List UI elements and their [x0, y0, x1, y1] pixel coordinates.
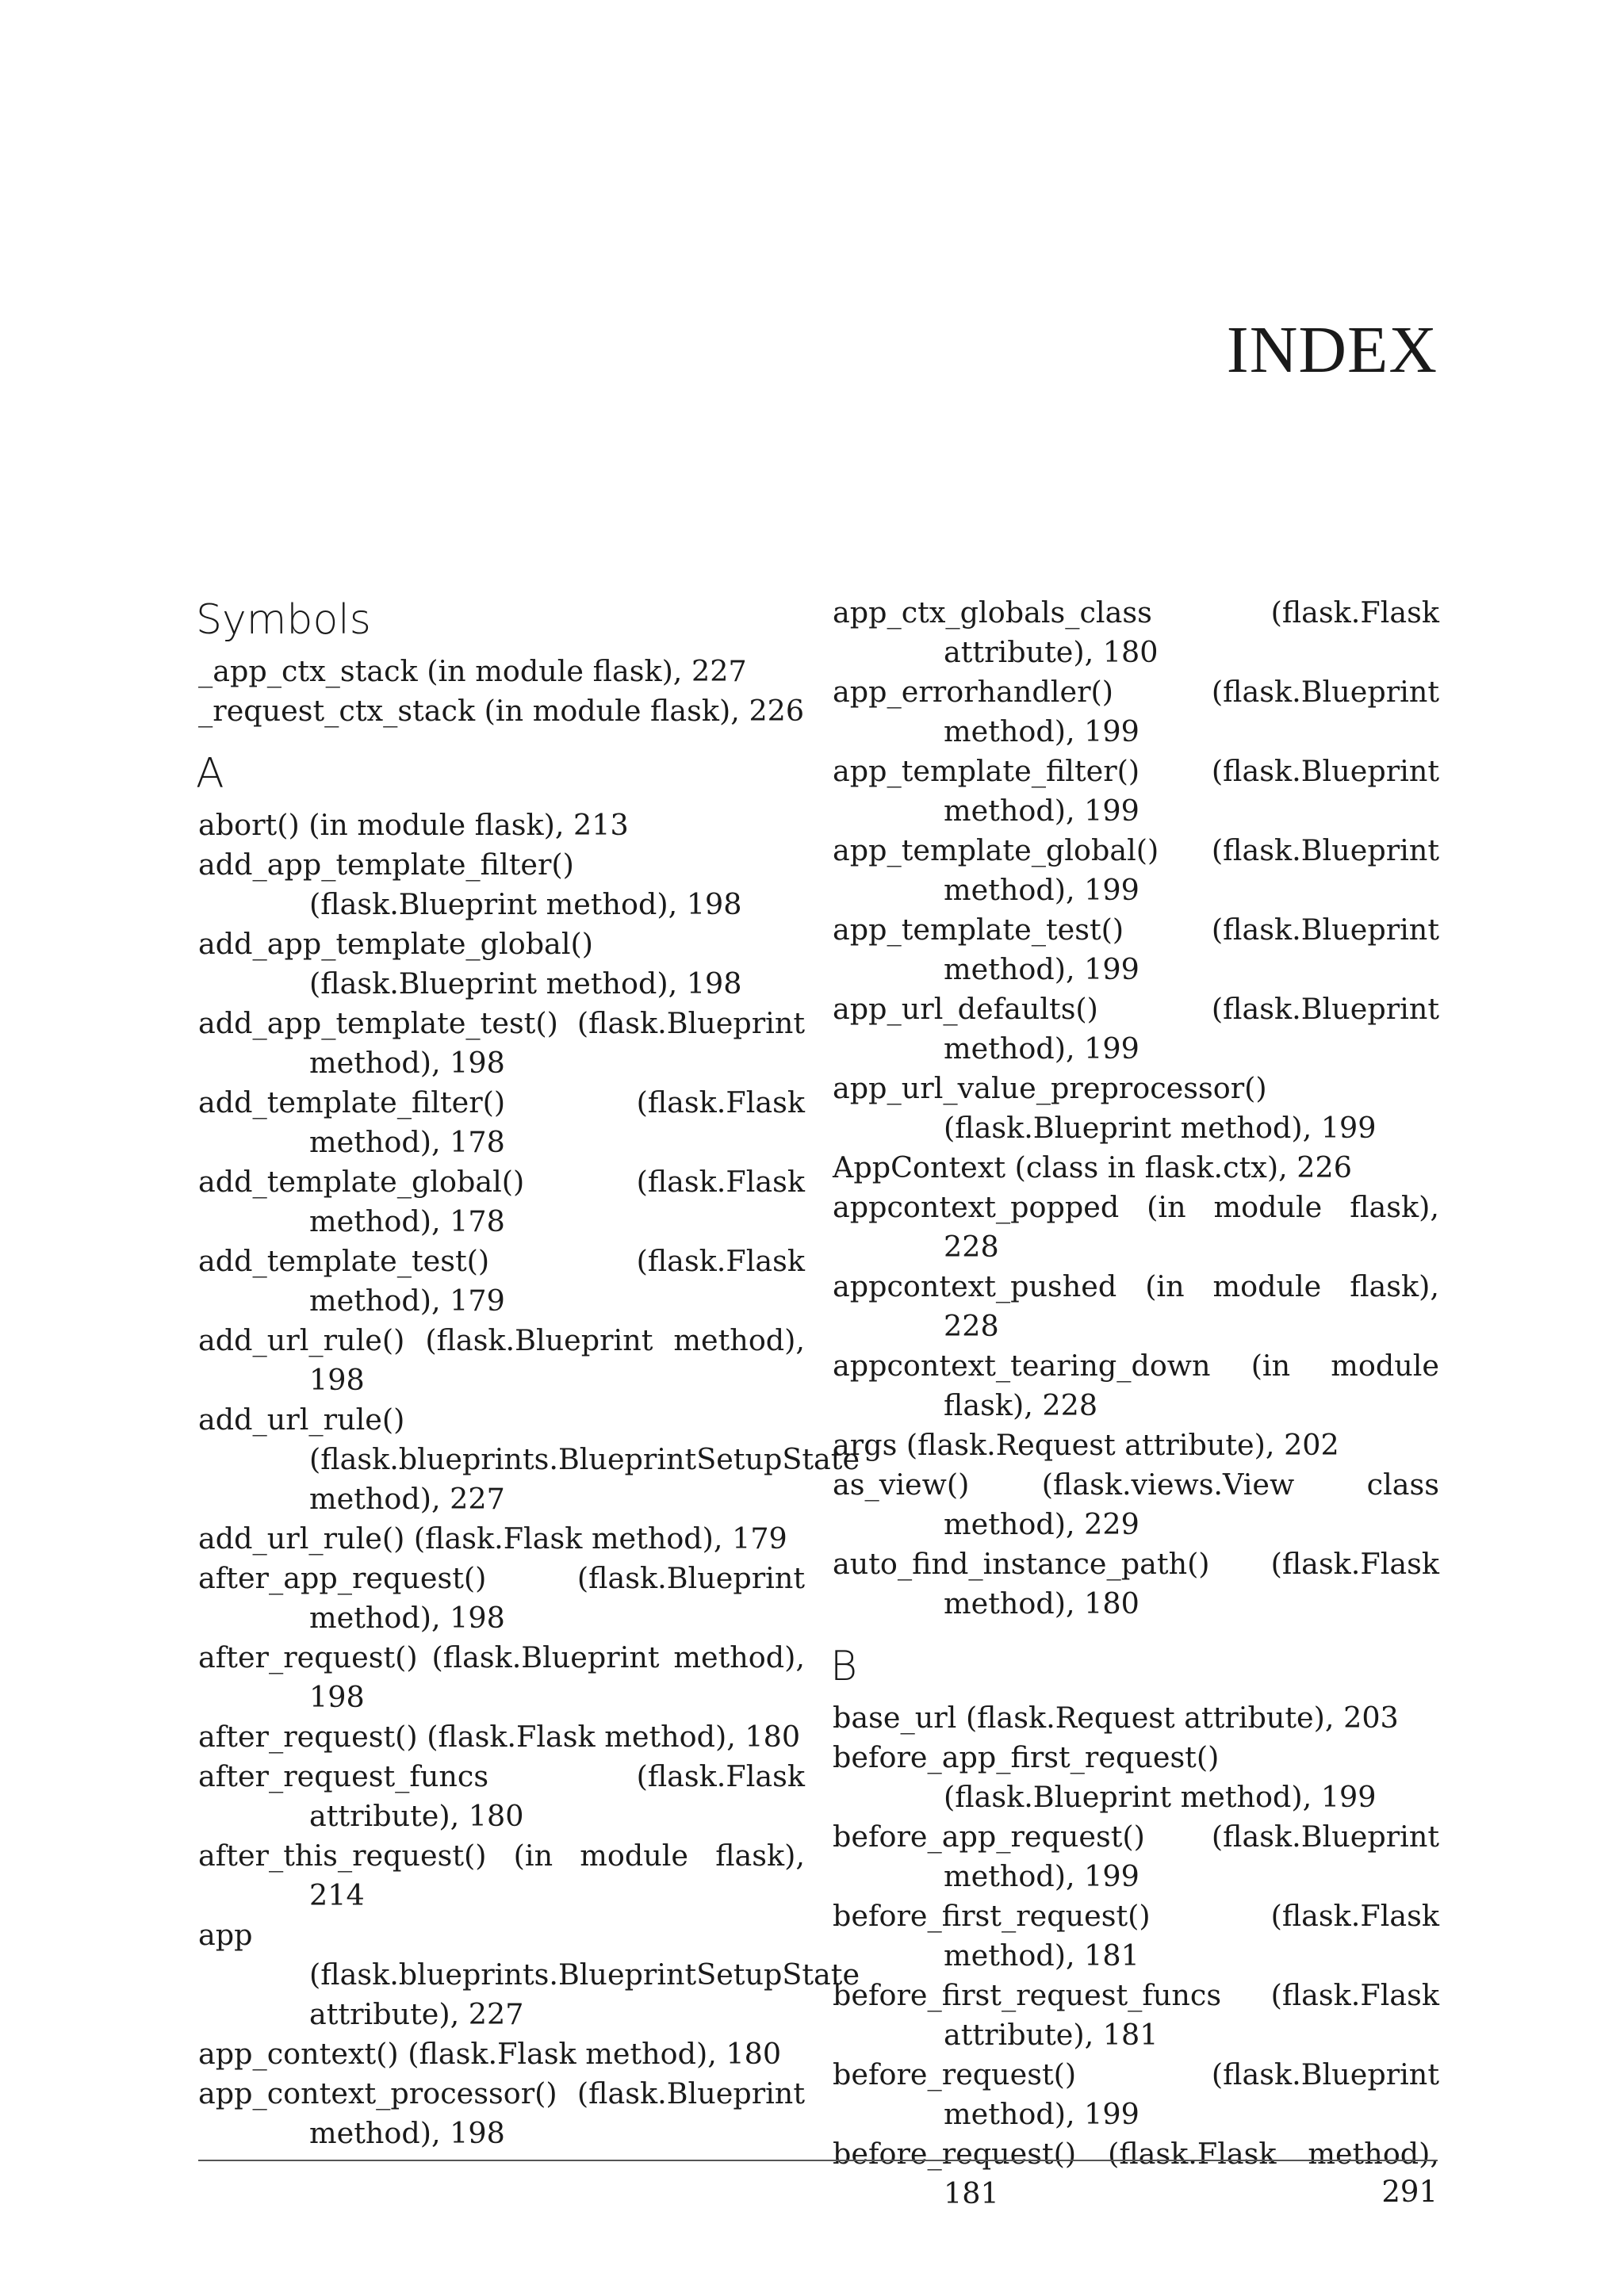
index-column-right [830, 593, 1439, 2214]
index-section-heading: Symbols [196, 596, 371, 644]
index-section-heading: A [196, 750, 224, 798]
index-entry: appcontext_tearing_down (in module flask), 228 [833, 1349, 1439, 1422]
index-entry: add_template_test() (flask.Flask method), 179 [198, 1244, 805, 1318]
index-entry: after_request() (flask.Flask method), 180 [198, 1720, 801, 1754]
index-entry: abort() (in module flask), 213 [198, 808, 629, 842]
index-entry: _request_ctx_stack (in module flask), 226 [198, 694, 805, 728]
index-entry: add_app_template_test() (flask.Blueprint method), 198 [198, 1006, 805, 1080]
index-entry: add_template_filter() (flask.Flask method), 178 [198, 1085, 805, 1159]
index-entry: app_template_filter() (flask.Blueprint method), 199 [833, 754, 1439, 828]
index-entry: app_context_processor() (flask.Blueprint method), 198 [198, 2076, 805, 2150]
index-entry: appcontext_popped (in module flask), 228 [833, 1190, 1439, 1264]
index-entry: before_first_request() (flask.Flask method), 181 [833, 1899, 1439, 1973]
index-entry: as_view() (flask.views.View class method), 229 [833, 1468, 1439, 1541]
index-entry: app_url_value_preprocessor() (flask.Blueprint method), 199 [833, 1071, 1377, 1145]
index-entry: app_template_global() (flask.Blueprint method), 199 [833, 833, 1439, 907]
index-entry: before_app_request() (flask.Blueprint method), 199 [833, 1820, 1439, 1893]
index-entry: auto_find_instance_path() (flask.Flask method), 180 [833, 1547, 1439, 1621]
index-entry: before_app_first_request() (flask.Blueprint method), 199 [833, 1740, 1377, 1814]
page-number: 291 [1381, 2175, 1438, 2209]
index-entry: add_app_template_filter() (flask.Blueprint method), 198 [198, 848, 742, 921]
index-entry: add_url_rule() (flask.Blueprint method), 198 [198, 1323, 805, 1397]
index-entry: before_request() (flask.Blueprint method), 199 [833, 2057, 1439, 2131]
index-entry: app_template_test() (flask.Blueprint method), 199 [833, 913, 1439, 986]
index-column-left [196, 593, 860, 2153]
index-entry: appcontext_pushed (in module flask), 228 [833, 1269, 1439, 1343]
index-entry: add_template_global() (flask.Flask method), 178 [198, 1165, 805, 1238]
index-entry: base_url (flask.Request attribute), 203 [833, 1701, 1399, 1735]
index-entry: args (flask.Request attribute), 202 [833, 1428, 1339, 1462]
index-entry: app_context() (flask.Flask method), 180 [198, 2037, 782, 2071]
footer-rule [198, 2160, 1438, 2161]
index-entry: add_url_rule() (flask.blueprints.BlueprintSetupState method), 227 [198, 1402, 860, 1516]
index-section-heading: B [830, 1643, 858, 1690]
index-entry: add_app_template_global() (flask.Blueprint method), 198 [198, 927, 742, 1001]
index-entry: after_app_request() (flask.Blueprint method), 198 [198, 1561, 805, 1635]
index-entry: AppContext (class in flask.ctx), 226 [833, 1150, 1352, 1184]
index-entry: _app_ctx_stack (in module flask), 227 [198, 654, 747, 688]
index-entry: app_url_defaults() (flask.Blueprint method), 199 [833, 992, 1439, 1066]
index-entry: app_errorhandler() (flask.Blueprint method), 199 [833, 675, 1439, 748]
index-entry: after_request_funcs (flask.Flask attribute), 180 [198, 1759, 805, 1833]
index-entry: add_url_rule() (flask.Flask method), 179 [198, 1521, 787, 1556]
page-title: INDEX [1226, 313, 1438, 387]
index-entry: app_ctx_globals_class (flask.Flask attribute), 180 [833, 595, 1439, 669]
index-entry: after_this_request() (in module flask), 214 [198, 1839, 805, 1912]
index-entry: before_first_request_funcs (flask.Flask attribute), 181 [833, 1978, 1439, 2052]
index-entry: after_request() (flask.Blueprint method), 198 [198, 1640, 805, 1714]
index-entry: before_request() (flask.Flask method), 181 [833, 2137, 1439, 2210]
index-entry: app (flask.blueprints.BlueprintSetupState attribute), 227 [198, 1918, 860, 2031]
